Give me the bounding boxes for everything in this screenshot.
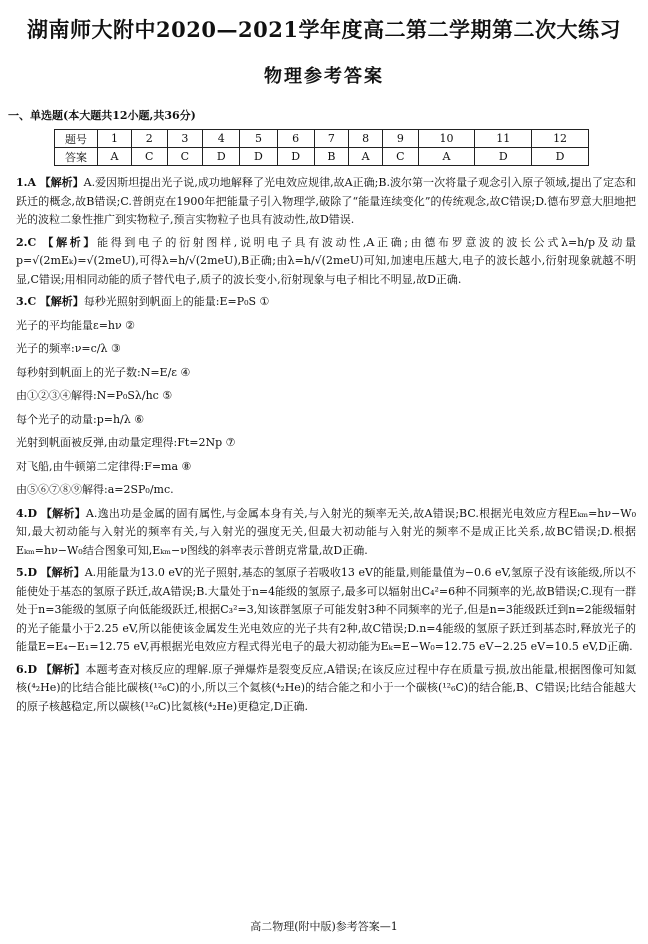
- analysis-tag: 【解析】: [42, 235, 98, 249]
- derivation-line: 每个光子的动量:p=h/λ ⑥: [16, 412, 145, 426]
- solution-item-3: [16, 293, 636, 500]
- question-row-header: 题号: [55, 130, 98, 148]
- answer-cell: D: [277, 148, 314, 166]
- question-number: 1: [98, 130, 132, 148]
- derivation-line: 由①②③④解得:N=P₀Sλ/hc ⑤: [16, 389, 173, 402]
- document-title: 湖南师大附中2020—2021学年度高二第二学期第二次大练习: [27, 17, 621, 42]
- solutions-body: [16, 174, 636, 720]
- answer-cell: D: [475, 148, 532, 166]
- item-number: 4.D: [16, 506, 38, 520]
- question-number: 11: [475, 130, 532, 148]
- item-text: 本题考查对核反应的理解.原子弹爆炸是裂变反应,A错误;在该反应过程中存在质量亏损,放出能量,根据图像可知氦核(⁴₂He)的比结合能比碳核(¹²₆C)的小,所以三个氦核(⁴₂He)的结合能之和小于一个碳核(¹²₆C)的结合能,B、C错误;比结合能越大的原子核越稳定,所以碳核(¹²₆C)比氦核(⁴₂He)更稳定,D正确.: [16, 662, 637, 713]
- answer-table: [54, 129, 589, 166]
- question-number: 2: [131, 130, 167, 148]
- item-text: A.逸出功是金属的固有属性,与金属本身有关,与入射光的频率无关,故A错误;BC.根据光电效应方程Eₖₘ=hν−W₀知,最大初动能与入射光的频率有关,与入射光的强度无关,但最大初动能与入射光的频率不是成正比关系,故BC错误;D.根据Eₖₘ=hν−W₀结合图象可知,Eₖₘ−ν图线的斜率表示普朗克常量,故D正确.: [16, 506, 636, 557]
- derivation-line: 光射到帆面被反弹,由动量定理得:Ft=2Np ⑦: [16, 436, 236, 449]
- answer-table-answer-row: [55, 148, 589, 166]
- solution-item-1: [16, 174, 636, 230]
- derivation-line: 光子的频率:ν=c/λ ③: [16, 342, 121, 355]
- section-heading: 一、单选题(本大题共12小题,共36分): [8, 109, 196, 122]
- derivation-line: 光子的平均能量ε=hν ②: [16, 318, 136, 332]
- question-number: 4: [203, 130, 240, 148]
- derivation-line: 对飞船,由牛顿第二定律得:F=ma ⑧: [16, 459, 192, 473]
- question-number: 6: [277, 130, 314, 148]
- item-number: 1.A: [16, 176, 37, 189]
- analysis-tag: 【解析】: [39, 295, 84, 308]
- item-number: 6.D: [16, 662, 38, 676]
- question-number: 8: [349, 130, 383, 148]
- answer-cell: A: [98, 148, 132, 166]
- analysis-tag: 【解析】: [40, 662, 86, 676]
- answer-cell: D: [532, 148, 589, 166]
- solution-item-5: [16, 564, 636, 657]
- item-number: 2.C: [16, 235, 37, 249]
- answer-cell: A: [418, 148, 475, 166]
- item-number: 3.C: [16, 295, 37, 308]
- document-subtitle: 物理参考答案: [264, 66, 384, 87]
- answer-cell: C: [167, 148, 203, 166]
- item-number: 5.D: [16, 566, 38, 579]
- solution-item-6: [16, 661, 636, 717]
- analysis-tag: 【解析】: [40, 566, 85, 579]
- question-number: 12: [532, 130, 589, 148]
- solution-item-2: [16, 234, 636, 290]
- question-number: 5: [240, 130, 277, 148]
- answer-cell: C: [383, 148, 419, 166]
- answer-table-question-row: [55, 130, 589, 148]
- question-number: 3: [167, 130, 203, 148]
- answer-row-header: 答案: [55, 148, 98, 166]
- answer-cell: D: [240, 148, 277, 166]
- question-number: 9: [383, 130, 419, 148]
- analysis-tag: 【解析】: [39, 176, 84, 189]
- answer-cell: D: [203, 148, 240, 166]
- derivation-line: 由⑤⑥⑦⑧⑨解得:a=2SP₀/mc.: [16, 483, 174, 496]
- analysis-tag: 【解析】: [40, 506, 86, 520]
- item-text: A.爱因斯坦提出光子说,成功地解释了光电效应规律,故A正确;B.波尔第一次将量子观念引入原子领域,提出了定态和跃迁的概念,故B错误;C.普朗克在1900年把能量子引入物理学,破除了“能量连续变化”的传统观念,故C错误;D.德布罗意大胆地把光的波粒二象性推广到实物粒子,预言实物粒子也具有波动性,故D错误.: [16, 176, 636, 226]
- answer-cell: B: [314, 148, 348, 166]
- derivation-line: 每秒光照射到帆面上的能量:E=P₀S ①: [83, 295, 270, 308]
- question-number: 7: [314, 130, 348, 148]
- answer-cell: A: [349, 148, 383, 166]
- page-footer: 高二物理(附中版)参考答案—1: [250, 920, 398, 933]
- question-number: 10: [418, 130, 475, 148]
- item-text: A.用能量为13.0 eV的光子照射,基态的氢原子若吸收13 eV的能量,则能量值为−0.6 eV,氢原子没有该能级,所以不能使处于基态的氢原子跃迁,故A错误;B.大量处于n=4能级的氢原子,最多可以辐射出C₄²=6种不同频率的光,故B错误;C.现有一群处于n=3能级的氢原子向低能级跃迁,根据C₃²=3,知该群氢原子可能发射3种不同频率的光子,但是n=3能级跃迁到n=2能级辐射的光子能量小于2.25 eV,所以能使该金属发生光电效应的光子共有2种,故C错误;D.n=4能级的氢原子跃迁到基态时,释放光子的能量E=E₄−E₁=12.75 eV,再根据光电效应方程式得光电子的最大初动能为Eₖ=E−W₀=12.75 eV−2.25 eV=10.5 eV,D正确.: [16, 566, 637, 653]
- derivation-line: 每秒射到帆面上的光子数:N=E/ε ④: [16, 365, 191, 379]
- answer-cell: C: [131, 148, 167, 166]
- item-text: 能得到电子的衍射图样,说明电子具有波动性,A正确;由德布罗意波的波长公式λ=h/p及动量p=√(2mEₖ)=√(2meU),可得λ=h/√(2meU),B正确;由λ=h/√(2meU)可知,加速电压越大,电子的波长越小,衍射现象就越不明显,C错误;用相同动能的质子替代电子,质子的波长变小,衍射现象与电子相比不明显,故D正确.: [16, 235, 637, 286]
- solution-item-4: [16, 505, 636, 561]
